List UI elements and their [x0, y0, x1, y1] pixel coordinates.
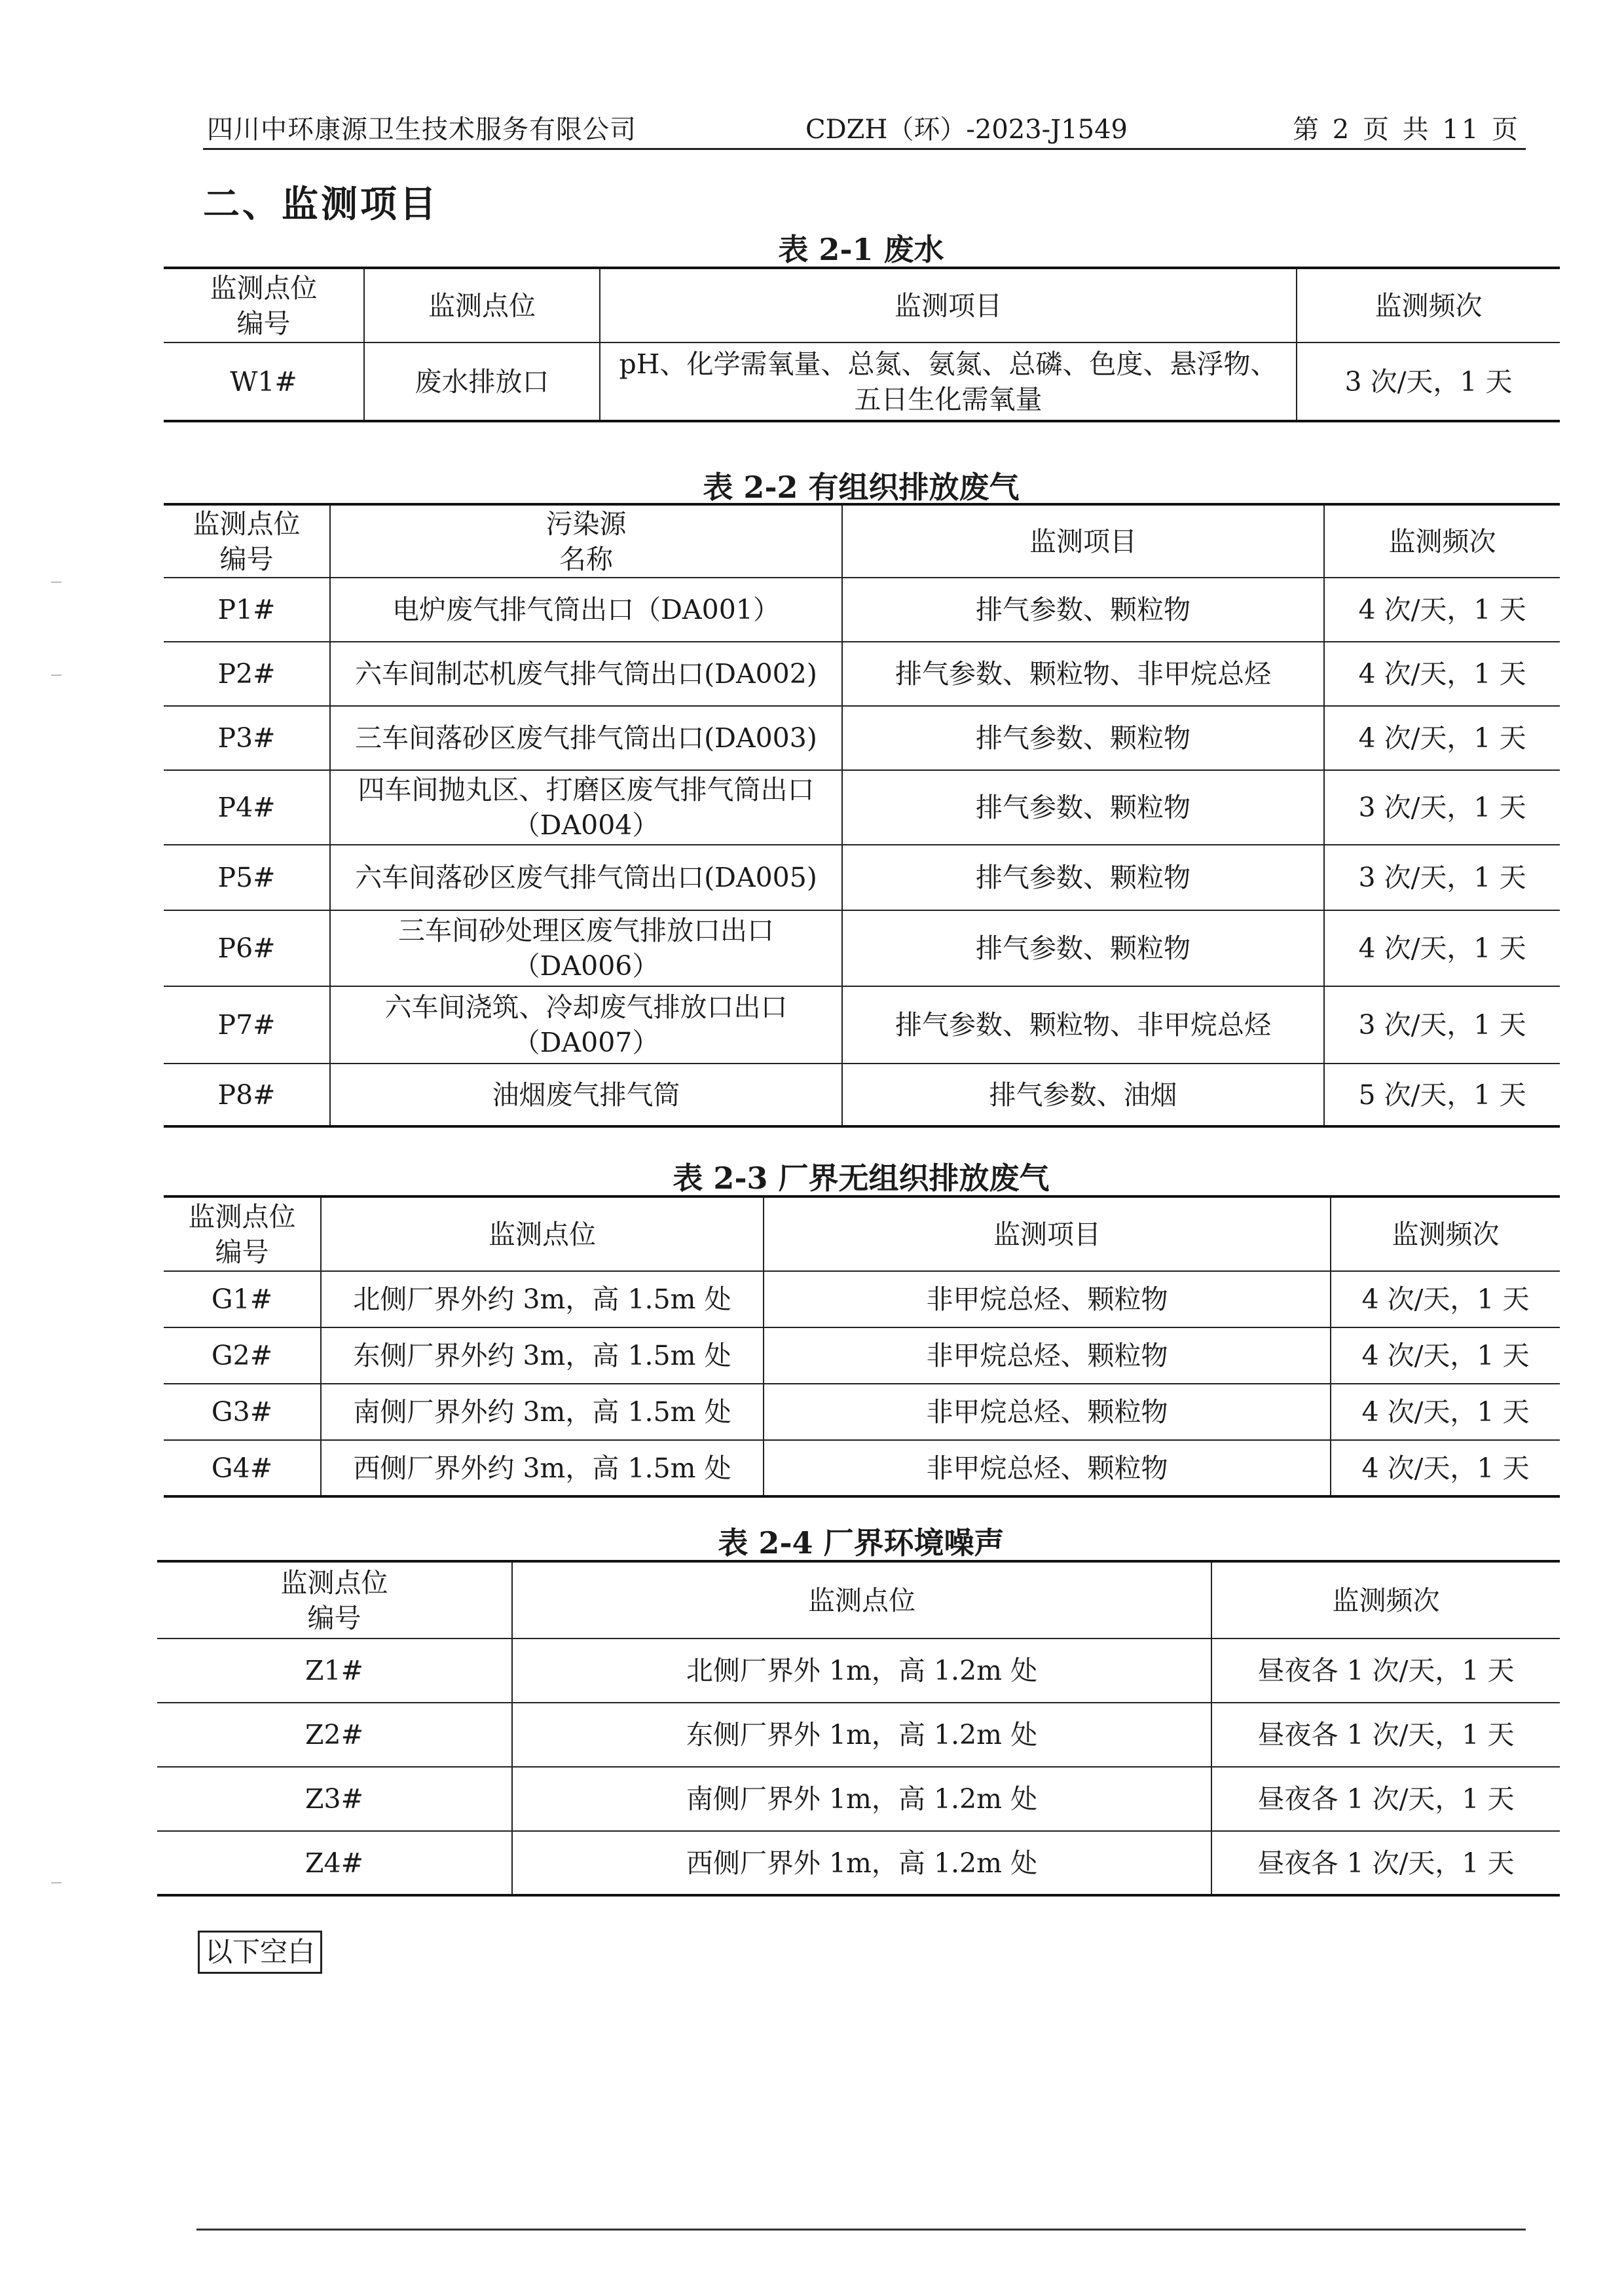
table-cell: 4 次/天，1 天: [1324, 910, 1560, 986]
table-cell: 非甲烷总烃、颗粒物: [764, 1271, 1331, 1327]
table-cell: 北侧厂界外约 3m，高 1.5m 处: [321, 1271, 764, 1327]
table-organized-exhaust: [164, 503, 1560, 1128]
table-cell: 废水排放口: [364, 343, 600, 421]
table-row: [164, 578, 1560, 642]
table-cell: 排气参数、颗粒物: [842, 770, 1324, 845]
table-cell: 3 次/天，1 天: [1297, 343, 1560, 421]
table-row: [164, 343, 1560, 421]
table-cell: 3 次/天，1 天: [1324, 845, 1560, 910]
table1-caption: 表 2-1 废水: [778, 232, 944, 267]
table-cell: P1#: [164, 578, 330, 642]
table-cell: 4 次/天，1 天: [1324, 706, 1560, 770]
table-cell: Z3#: [157, 1767, 512, 1831]
table-header-row: [157, 1561, 1560, 1639]
table-cell: 排气参数、颗粒物、非甲烷总烃: [842, 986, 1324, 1064]
table-cell: 3 次/天，1 天: [1324, 770, 1560, 845]
table-cell: 4 次/天，1 天: [1331, 1440, 1560, 1496]
table-fugitive-exhaust: [164, 1195, 1560, 1498]
table-row: [157, 1639, 1560, 1703]
table-row: [157, 1767, 1560, 1831]
table-cell: P5#: [164, 845, 330, 910]
table-cell: 排气参数、颗粒物: [842, 910, 1324, 986]
table-row: [164, 642, 1560, 706]
table-header-cell: 监测频次: [1297, 268, 1560, 343]
table-cell: 排气参数、颗粒物: [842, 578, 1324, 642]
table-row: [157, 1703, 1560, 1767]
table-row: [164, 1440, 1560, 1496]
table-cell: Z1#: [157, 1639, 512, 1703]
table-cell: G2#: [164, 1327, 321, 1384]
table-row: [164, 1327, 1560, 1384]
table-header-cell: 监测项目: [842, 504, 1324, 578]
table-header-cell: 监测点位 编号: [164, 1196, 321, 1271]
table-header-cell: 监测点位: [364, 268, 600, 343]
margin-mark: [51, 675, 62, 676]
table-header-cell: 监测点位 编号: [164, 268, 364, 343]
table-cell: P6#: [164, 910, 330, 986]
table-cell: 三车间落砂区废气排气筒出口(DA003): [330, 706, 842, 770]
table-cell: 西侧厂界外 1m，高 1.2m 处: [512, 1831, 1211, 1895]
table-row: [164, 1384, 1560, 1440]
table-cell: pH、化学需氧量、总氮、氨氮、总磷、色度、悬浮物、 五日生化需氧量: [600, 343, 1297, 421]
table-cell: 排气参数、颗粒物: [842, 706, 1324, 770]
table-wastewater: [164, 267, 1560, 422]
table-header-cell: 监测频次: [1331, 1196, 1560, 1271]
table-cell: 北侧厂界外 1m，高 1.2m 处: [512, 1639, 1211, 1703]
table-row: [164, 706, 1560, 770]
table-cell: 昼夜各 1 次/天，1 天: [1211, 1767, 1560, 1831]
report-code: CDZH（环）-2023-J1549: [805, 115, 1128, 145]
table-header-cell: 监测点位 编号: [164, 504, 330, 578]
table-cell: 3 次/天，1 天: [1324, 986, 1560, 1064]
table-cell: 四车间抛丸区、打磨区废气排气筒出口 （DA004）: [330, 770, 842, 845]
table-header-row: [164, 504, 1560, 578]
table-cell: 六车间落砂区废气排气筒出口(DA005): [330, 845, 842, 910]
table-cell: 4 次/天，1 天: [1331, 1271, 1560, 1327]
table-cell: 东侧厂界外 1m，高 1.2m 处: [512, 1703, 1211, 1767]
table-cell: 4 次/天，1 天: [1324, 642, 1560, 706]
section-title: 二、监测项目: [203, 183, 439, 226]
table-cell: 排气参数、颗粒物、非甲烷总烃: [842, 642, 1324, 706]
table-cell: 西侧厂界外约 3m，高 1.5m 处: [321, 1440, 764, 1496]
table-noise: [157, 1560, 1560, 1897]
table-header-cell: 污染源 名称: [330, 504, 842, 578]
table-cell: 昼夜各 1 次/天，1 天: [1211, 1703, 1560, 1767]
table-header-row: [164, 268, 1560, 343]
table-row: [164, 986, 1560, 1064]
table-cell: 昼夜各 1 次/天，1 天: [1211, 1831, 1560, 1895]
table-cell: G4#: [164, 1440, 321, 1496]
table-cell: Z2#: [157, 1703, 512, 1767]
page-number: 第 2 页 共 11 页: [1293, 115, 1521, 145]
table-cell: 昼夜各 1 次/天，1 天: [1211, 1639, 1560, 1703]
table-row: [157, 1831, 1560, 1895]
table-header-cell: 监测点位: [321, 1196, 764, 1271]
table-cell: 排气参数、油烟: [842, 1064, 1324, 1126]
table-cell: P4#: [164, 770, 330, 845]
table-cell: 非甲烷总烃、颗粒物: [764, 1327, 1331, 1384]
margin-mark: [51, 582, 62, 583]
table3-caption: 表 2-3 厂界无组织排放废气: [673, 1160, 1050, 1196]
table-cell: Z4#: [157, 1831, 512, 1895]
table-cell: 六车间制芯机废气排气筒出口(DA002): [330, 642, 842, 706]
table-row: [164, 1064, 1560, 1126]
blank-below-note: 以下空白: [198, 1931, 322, 1974]
page-header: [203, 105, 1526, 150]
table-row: [164, 910, 1560, 986]
table-cell: 电炉废气排气筒出口（DA001）: [330, 578, 842, 642]
table-cell: W1#: [164, 343, 364, 421]
table-cell: 南侧厂界外约 3m，高 1.5m 处: [321, 1384, 764, 1440]
table-header-cell: 监测项目: [600, 268, 1297, 343]
table-cell: G1#: [164, 1271, 321, 1327]
table-cell: 排气参数、颗粒物: [842, 845, 1324, 910]
table-cell: 南侧厂界外 1m，高 1.2m 处: [512, 1767, 1211, 1831]
table-cell: 4 次/天，1 天: [1331, 1384, 1560, 1440]
table2-caption: 表 2-2 有组织排放废气: [703, 470, 1020, 505]
table-header-cell: 监测点位 编号: [157, 1561, 512, 1639]
table-cell: 三车间砂处理区废气排放口出口 （DA006）: [330, 910, 842, 986]
footer-divider: [196, 2229, 1526, 2231]
company-name: 四川中环康源卫生技术服务有限公司: [207, 115, 637, 145]
table-cell: 4 次/天，1 天: [1324, 578, 1560, 642]
table-cell: G3#: [164, 1384, 321, 1440]
table-cell: P3#: [164, 706, 330, 770]
table-cell: P7#: [164, 986, 330, 1064]
table-cell: 非甲烷总烃、颗粒物: [764, 1384, 1331, 1440]
table4-caption: 表 2-4 厂界环境噪声: [718, 1525, 1005, 1561]
table-row: [164, 770, 1560, 845]
table-cell: P2#: [164, 642, 330, 706]
table-cell: 油烟废气排气筒: [330, 1064, 842, 1126]
table-row: [164, 1271, 1560, 1327]
table-cell: 4 次/天，1 天: [1331, 1327, 1560, 1384]
table-header-cell: 监测项目: [764, 1196, 1331, 1271]
margin-mark: [51, 1882, 62, 1883]
table-cell: P8#: [164, 1064, 330, 1126]
table-header-cell: 监测频次: [1324, 504, 1560, 578]
table-cell: 5 次/天，1 天: [1324, 1064, 1560, 1126]
table-cell: 东侧厂界外约 3m，高 1.5m 处: [321, 1327, 764, 1384]
table-header-cell: 监测频次: [1211, 1561, 1560, 1639]
table-header-cell: 监测点位: [512, 1561, 1211, 1639]
table-cell: 六车间浇筑、冷却废气排放口出口 （DA007）: [330, 986, 842, 1064]
table-row: [164, 845, 1560, 910]
table-header-row: [164, 1196, 1560, 1271]
table-cell: 非甲烷总烃、颗粒物: [764, 1440, 1331, 1496]
